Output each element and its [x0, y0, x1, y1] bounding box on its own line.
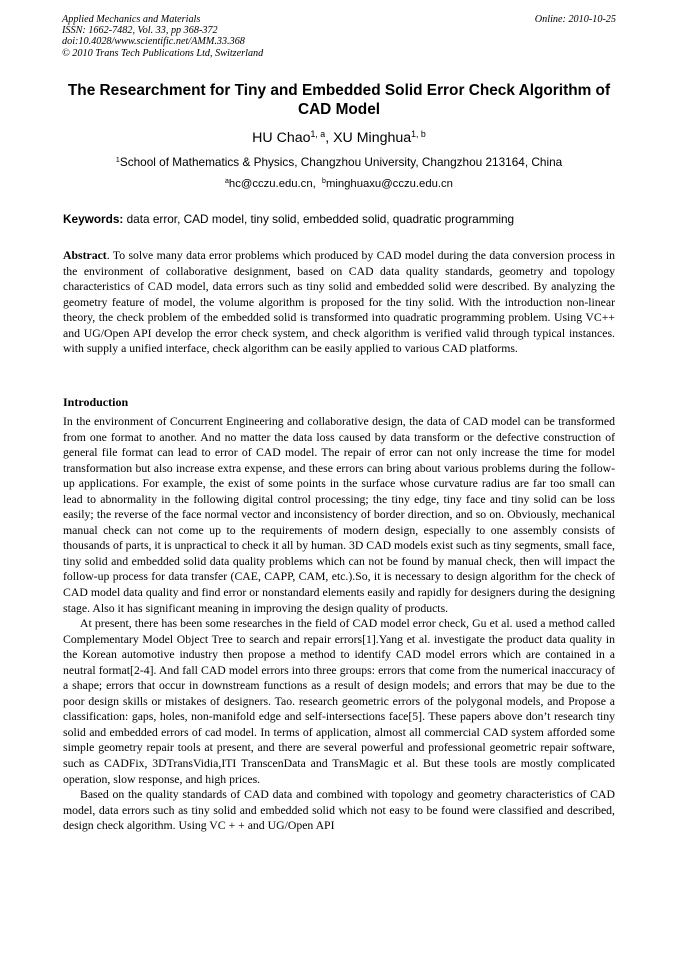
author-line — [0, 130, 678, 147]
author-name: HU Chao — [252, 130, 311, 146]
journal-copyright: © 2010 Trans Tech Publications Ltd, Switzerland — [62, 47, 264, 59]
journal-issn: ISSN: 1662-7482, Vol. 33, pp 368-372 — [62, 25, 218, 37]
paragraph: Based on the quality standards of CAD data and combined with topology and geometry characteristics of CAD model, data errors such as tiny solid and embedded solid which not easy to be found were classified and described, design check algorithm. Using VC + + and UG/Open API — [63, 788, 615, 833]
author-superscript: 1, a — [310, 129, 326, 140]
email-superscript: a — [225, 178, 229, 186]
author-separator: , — [325, 130, 334, 146]
introduction-body — [63, 414, 615, 834]
paper-title: The Researchment for Tiny and Embedded Solid Error Check Algorithm of CAD Model — [67, 82, 611, 118]
affiliation-text: School of Mathematics & Physics, Changzhou University, Changzhou 213164, China — [119, 155, 563, 169]
abstract-label: Abstract — [63, 249, 107, 262]
journal-doi[interactable]: doi:10.4028/www.scientific.net/AMM.33.368 — [62, 36, 245, 48]
author-superscript: 1, b — [411, 129, 426, 140]
journal-name: Applied Mechanics and Materials — [62, 14, 201, 25]
abstract — [63, 248, 615, 357]
online-date: Online: 2010-10-25 — [534, 14, 616, 25]
keywords-text: data error, CAD model, tiny solid, embedded solid, quadratic programming — [123, 212, 515, 226]
email-link[interactable]: hc@cczu.edu.cn, — [228, 178, 316, 190]
author-name: XU Minghua — [333, 130, 412, 146]
journal-header — [62, 14, 616, 59]
affiliation-superscript: 1 — [115, 154, 120, 164]
email-line — [0, 177, 678, 191]
keywords-label: Keywords: — [63, 212, 124, 226]
email-link[interactable]: minghuaxu@cczu.edu.cn — [325, 178, 453, 190]
affiliation — [0, 155, 678, 170]
keywords — [63, 212, 615, 227]
paragraph: In the environment of Concurrent Engineering and collaborative design, the data of CAD model can be transformed from one format to another. And no matter the data loss caused by data transform or the defective construction of general file format can lead to error of CAD model. The repair of error can not only increase the time for model transformation but also increase extra expense, and these errors can bring about various problems during the follow-up applications. For example, the exist of some points in the surface whose curvature radius are far too small can lead to abnormality in the following digital control processing; the tiny edge, tiny face and tiny solid can be loss easily; the reverse of the face normal vector and inconsistency of border direction, and so on. Obviously, mechanical manual check can not come up to the requirements of modern design, especially to one assembly consists of thousands of parts, it is unpractical to check it all by human. 3D CAD models exist such as tiny segments, small face, tiny solid and embedded solid data quality problems which can not be found by manual check, then will impact the follow-up process for data transfer (CAE, CAPP, CAM, etc.).So, it is necessary to design algorithm for the check of CAD model data quality and find error or nonstandard elements easily and rapidly for designers during the designing stage. Also it has significant meaning in improving the design quality of products. — [63, 415, 615, 615]
paragraph: At present, there has been some researches in the field of CAD model error check, Gu et al. used a method called Complementary Model Object Tree to search and repair errors[1].Yang et al. investigate the product data quality in the Korean automotive industry then propose a method to identify CAD model errors which are contained in a neutral format[2-4]. And fall CAD model errors into three groups: errors that come from the numerical inaccuracy of a shape; errors that occur in downstream functions as a result of design models; and errors that may be due to the poor design skills or mistakes of designers. Tao. research geometric errors of the polygonal models, and Propose a classification: gaps, holes, non-manifold edge and self-intersections face[5]. These papers above don’t research tiny solid and embedded errors of cad model. In terms of application, almost all commercial CAD system afforded some simple geometry repair tools at present, and there are several powerful and professional geometric repair software, such as CADFix, 3DTransVidia,ITI TranscenData and TransMagic et al. But these tools are mostly complicated operation, slow response, and high prices. — [63, 617, 615, 786]
email-superscript: b — [322, 178, 326, 186]
section-heading: Introduction — [63, 395, 129, 409]
abstract-text: . To solve many data error problems which produced by CAD model during the data conversion process in the environment of collaborative designment, based on CAD data quality standards, geometry and topology characteristics of CAD model, data errors such as tiny solid and embedded solid were described. By analyzing the geometry feature of model, the volume algorithm is proposed for the tiny solid. With the introduction non-linear theory, the check problem of the embedded solid is transformed into quadratic programming problem. Using VC++ and UG/Open API develop the error check system, and check algorithm is verified valid through typical instances. with supply a unified interface, check algorithm can be easily applied to various CAD platforms. — [63, 249, 615, 356]
